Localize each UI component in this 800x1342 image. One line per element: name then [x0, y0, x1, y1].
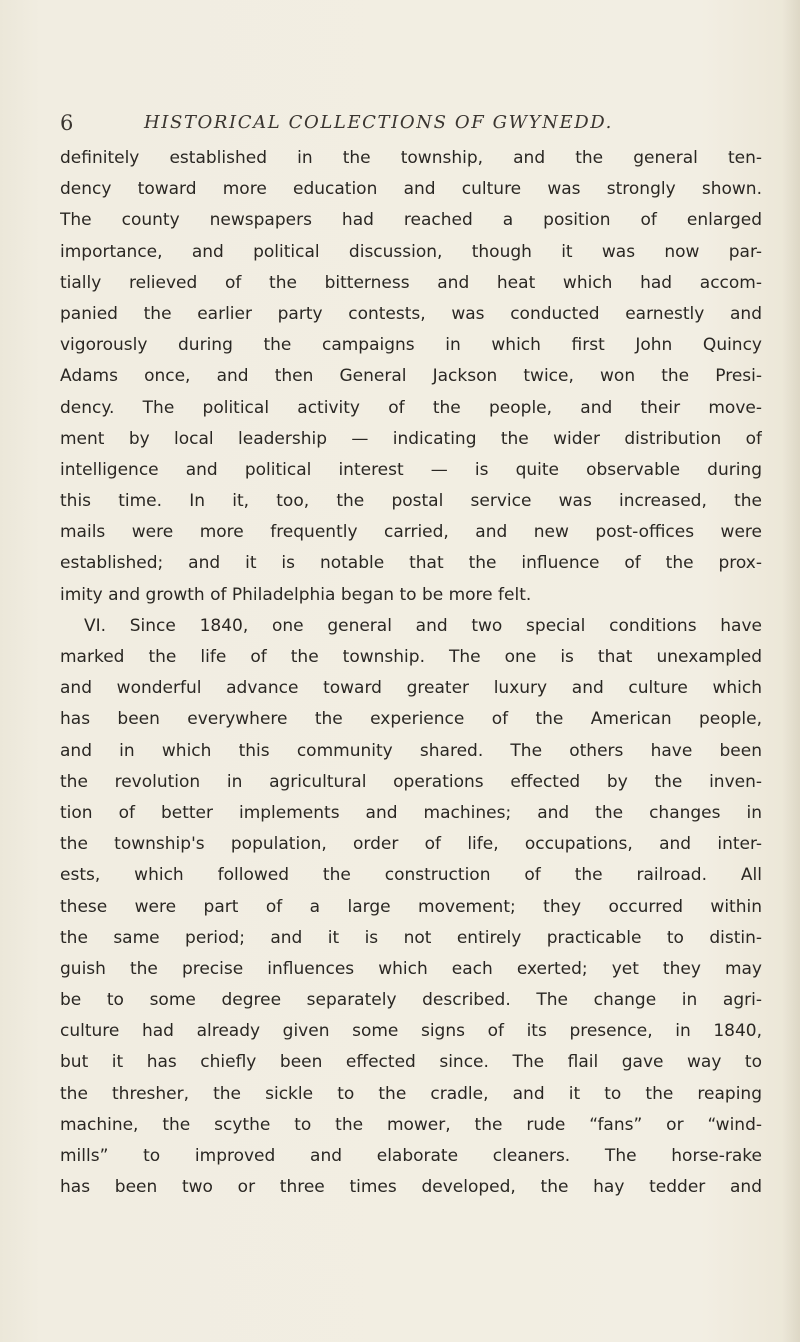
- text-line: machine, the scythe to the mower, the rude “fans” or “wind-: [60, 1114, 762, 1135]
- running-head: HISTORICAL COLLECTIONS OF GWYNEDD.: [144, 112, 613, 133]
- text-line: dency toward more education and culture was strongly shown.: [60, 179, 762, 200]
- text-line: The county newspapers had reached a position of enlarged: [60, 210, 762, 231]
- text-line: ment by local leadership — indicating the wider distribution of: [60, 428, 762, 449]
- text-line: Adams once, and then General Jackson twice, won the Presi-: [60, 366, 762, 387]
- text-line: be to some degree separately described. The change in agri-: [60, 990, 762, 1011]
- text-line: tially relieved of the bitterness and heat which had accom-: [60, 272, 762, 293]
- page-number: 6: [60, 111, 74, 135]
- text-line: the thresher, the sickle to the cradle, and it to the reaping: [60, 1083, 762, 1104]
- text-line: the township's population, order of life, occupations, and inter-: [60, 834, 762, 855]
- page-header: [60, 110, 760, 136]
- text-line: has been everywhere the experience of the American people,: [60, 709, 762, 730]
- text-line: mails were more frequently carried, and new post-offices were: [60, 522, 762, 543]
- text-line: has been two or three times developed, the hay tedder and: [60, 1177, 762, 1198]
- text-line: intelligence and political interest — is quite observable during: [60, 459, 762, 480]
- text-line: the revolution in agricultural operations effected by the inven-: [60, 771, 762, 792]
- text-line: importance, and political discussion, though it was now par-: [60, 241, 762, 262]
- text-line: and wonderful advance toward greater luxury and culture which: [60, 678, 762, 699]
- text-line: dency. The political activity of the people, and their move-: [60, 397, 762, 418]
- body-text: [60, 143, 762, 1203]
- text-line: vigorously during the campaigns in which first John Quincy: [60, 335, 762, 356]
- page-edge-shadow: [782, 0, 800, 1342]
- text-line: and in which this community shared. The others have been: [60, 740, 762, 761]
- text-line: panied the earlier party contests, was conducted earnestly and: [60, 303, 762, 324]
- text-line: but it has chiefly been effected since. The flail gave way to: [60, 1052, 762, 1073]
- text-line: imity and growth of Philadelphia began to be more felt.: [60, 584, 532, 605]
- text-line: guish the precise influences which each exerted; yet they may: [60, 958, 762, 979]
- text-line: tion of better implements and machines; and the changes in: [60, 802, 762, 823]
- text-line: these were part of a large movement; they occurred within: [60, 896, 762, 917]
- text-line: VI. Since 1840, one general and two special conditions have: [84, 615, 762, 636]
- text-line: the same period; and it is not entirely practicable to distin-: [60, 927, 762, 948]
- text-line: marked the life of the township. The one is that unexampled: [60, 647, 762, 667]
- text-line: this time. In it, too, the postal service was increased, the: [60, 491, 762, 512]
- text-line: mills” to improved and elaborate cleaners. The horse-rake: [60, 1146, 762, 1166]
- text-line: ests, which followed the construction of the railroad. All: [60, 865, 762, 886]
- text-line: established; and it is notable that the influence of the prox-: [60, 553, 762, 574]
- text-line: definitely established in the township, and the general ten-: [60, 148, 762, 168]
- text-line: culture had already given some signs of its presence, in 1840,: [60, 1021, 762, 1042]
